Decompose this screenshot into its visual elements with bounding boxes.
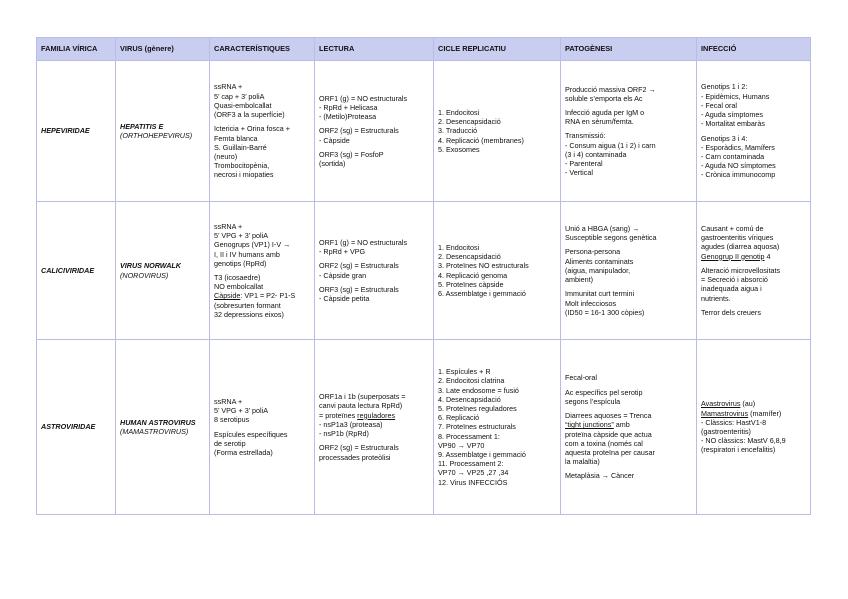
patogenesi-line: Immunitat curt termini	[565, 289, 635, 299]
cicle-line: VP70 → VP25 ,27 ,34	[438, 468, 509, 478]
patogenesi-line: - Parenteral	[565, 159, 603, 168]
caracteristiques-line: Genogrups (VP1) I-V →	[214, 240, 291, 250]
cicle-line: 3. Traducció	[438, 126, 478, 136]
cicle-line: 4. Replicació (membranes)	[438, 135, 524, 145]
patogenesi-line: - Consum aigua (1 i 2) i carn	[565, 140, 656, 150]
infeccio-line: Terror dels creuers	[701, 307, 761, 317]
infeccio-line: - Clàssics: HastV1-8	[701, 417, 767, 427]
infeccio-cell	[697, 61, 811, 202]
caracteristiques-cell	[210, 340, 315, 515]
lectura-line: ORF1 (g) = NO estructurals	[319, 93, 408, 103]
infeccio-line: Mamastrovirus (mamífer)	[701, 408, 782, 418]
patogenesi-line: Aliments contaminats	[565, 256, 634, 266]
caracteristiques-line: (ORF3 a la superfície)	[214, 110, 285, 120]
patogenesi-line: “tight junctions” amb	[565, 420, 630, 430]
infeccio-line: gastroenteritis víriques	[701, 233, 774, 243]
patogenesi-line: Transmissió:	[565, 131, 606, 141]
infeccio-line: Genogrup II genotip 4	[701, 251, 771, 261]
infeccio-line: Causant + comú de	[701, 224, 764, 234]
caracteristiques-line: (neuro)	[214, 151, 238, 161]
cicle-line: 4. Desencapsidació	[438, 394, 501, 404]
virus-name: HUMAN ASTROVIRUS	[120, 417, 196, 427]
infeccio-line: - Epidèmics, Humans	[701, 91, 770, 101]
cicle-line: 5. Proteïnes reguladores	[438, 403, 517, 413]
caracteristiques-cell	[210, 202, 315, 340]
caracteristiques-line: Ictericia + Orina fosca +	[214, 124, 290, 134]
header-caracteristiques: CARACTERÍSTIQUES	[210, 38, 315, 61]
cicle-line: 4. Replicació genoma	[438, 270, 508, 280]
patogenesi-line: Unió a HBGA (sang) →	[565, 224, 640, 234]
lectura-line: - Càpside	[319, 135, 350, 145]
caracteristiques-line: necrosi i miopaties	[214, 170, 274, 180]
lectura-line: processades proteòlisi	[319, 452, 391, 462]
cicle-line: 1. Endocitosi	[438, 242, 480, 252]
patogenesi-line: Ac específics pel serotip	[565, 387, 643, 397]
caracteristiques-line: ssRNA +	[214, 82, 243, 92]
cicle-line: 9. Assemblatge i gemmació	[438, 450, 526, 459]
lectura-line: ORF2 (sg) = Estructurals	[319, 126, 399, 136]
patogenesi-cell	[561, 61, 697, 202]
lectura-line: - nsP1a3 (proteasa)	[319, 419, 383, 429]
lectura-line: = proteïnes reguladores	[319, 410, 396, 420]
cicle-line: 5. Proteïnes càpside	[438, 279, 504, 289]
cicle-cell	[434, 340, 561, 515]
infeccio-line: - Aguda NO símptomes	[701, 161, 776, 171]
patogenesi-line: com a toxina (només cal	[565, 438, 643, 448]
cicle-line: 1. Endocitosi	[438, 107, 480, 117]
patogenesi-line: soluble s’emporta els Ac	[565, 93, 643, 103]
caracteristiques-line: S. Guillain-Barré	[214, 142, 267, 152]
patogenesi-line: aquesta proteïna per causar	[565, 447, 655, 457]
cicle-line: 3. Late endosome = fusió	[438, 385, 519, 395]
cicle-line: 3. Proteïnes NO estructurals	[438, 261, 529, 271]
patogenesi-line: (aigua, manipulador,	[565, 265, 631, 275]
header-lectura: LECTURA	[315, 38, 434, 61]
lectura-cell	[315, 340, 434, 515]
infeccio-line: Genotips 3 i 4:	[701, 133, 748, 143]
caracteristiques-line: 32 depressions eixos)	[214, 309, 284, 319]
cicle-line: 12. Virus INFECCIÓS	[438, 477, 508, 487]
cicle-cell	[434, 61, 561, 202]
infeccio-line: nutrients.	[701, 293, 731, 303]
infeccio-line: = Secreció i absorció	[701, 275, 768, 285]
cicle-line: 6. Assemblatge i gemmació	[438, 288, 526, 298]
lectura-line: ORF3 (sg) = FosfoP	[319, 149, 384, 159]
patogenesi-line: la malaltia)	[565, 457, 600, 467]
infeccio-cell	[697, 340, 811, 515]
patogenesi-line: Susceptible segons genètica	[565, 233, 657, 243]
infeccio-line: agudes (diarrea aquosa)	[701, 242, 780, 252]
header-virus: VIRUS (gènere)	[116, 38, 210, 61]
virus-name: VIRUS NORWALK	[120, 261, 181, 271]
caracteristiques-line: 5’ VPG + 3’ poliA	[214, 231, 269, 241]
familia-cell: ASTROVIRIDAE	[37, 340, 116, 515]
cicle-line: 2. Endocitosi clatrina	[438, 376, 505, 386]
infeccio-line: (respiratori i encefalitis)	[701, 445, 776, 455]
virus-name: HEPATITIS E	[120, 121, 164, 131]
caracteristiques-line: genotips (RpRd)	[214, 258, 267, 268]
patogenesi-line: Molt infecciosos	[565, 298, 617, 308]
lectura-line: ORF2 (sg) = Estructurals	[319, 261, 399, 271]
virus-cell	[116, 202, 210, 340]
caracteristiques-line: I, II i IV humans amb	[214, 249, 280, 259]
patogenesi-line: ambient)	[565, 275, 593, 285]
header-row	[37, 38, 811, 61]
infeccio-line: - NO clàssics: MastV 6,8,9	[701, 436, 786, 446]
patogenesi-cell	[561, 202, 697, 340]
table-row	[37, 202, 811, 340]
caracteristiques-line: Femta blanca	[214, 133, 258, 143]
lectura-line: - Càpside gran	[319, 270, 367, 280]
infeccio-line: - Mortalitat embaràs	[701, 119, 765, 129]
familia-cell: HEPEVIRIDAE	[37, 61, 116, 202]
caracteristiques-line: Espícules específiques	[214, 429, 288, 439]
caracteristiques-line: 5’ VPG + 3’ poliA	[214, 406, 269, 416]
patogenesi-line: - Vertical	[565, 168, 593, 178]
header-patogenesi: PATOGÈNESI	[561, 38, 697, 61]
caracteristiques-line: ssRNA +	[214, 396, 243, 406]
lectura-line: ORF3 (sg) = Estructurals	[319, 284, 399, 294]
caracteristiques-line: (sobresurten formant	[214, 300, 281, 310]
caracteristiques-line: Càpside: VP1 = P2- P1-S	[214, 291, 296, 301]
caracteristiques-line: 5’ cap + 3’ poliA	[214, 91, 265, 101]
infeccio-line: - Carn contaminada	[701, 151, 765, 161]
infeccio-line: - Aguda símptomes	[701, 110, 763, 120]
caracteristiques-line: 8 serotipus	[214, 415, 250, 425]
caracteristiques-line: T3 (icosaedre)	[214, 273, 261, 282]
lectura-line: ORF2 (sg) = Estructurals	[319, 443, 399, 453]
patogenesi-line: segons l’espícula	[565, 396, 621, 406]
patogenesi-line: Infecció aguda per IgM o	[565, 107, 645, 117]
cicle-line: 8. Processament 1:	[438, 431, 500, 441]
patogenesi-cell	[561, 340, 697, 515]
cicle-line: 6. Replicació	[438, 413, 480, 423]
patogenesi-line: Diarrees aquoses = Trenca	[565, 411, 652, 421]
patogenesi-line: Persona-persona	[565, 247, 621, 257]
lectura-line: ORF1a i 1b (superposats =	[319, 392, 406, 402]
lectura-cell	[315, 202, 434, 340]
infeccio-line: (gastroenteritis)	[701, 427, 751, 436]
caracteristiques-line: Trombocitopènia,	[214, 161, 270, 171]
lectura-line: (sortida)	[319, 159, 346, 168]
infeccio-line: - Crònica immunocomp	[701, 170, 776, 180]
cicle-line: 1. Espícules + R	[438, 367, 491, 377]
caracteristiques-line: (Forma estrellada)	[214, 447, 273, 457]
cicle-line: 5. Exosomes	[438, 144, 480, 154]
familia-cell: CALICIVIRIDAE	[37, 202, 116, 340]
infeccio-line: - Esporàdics, Mamífers	[701, 142, 775, 152]
caracteristiques-line: NO embolcallat	[214, 282, 264, 292]
infeccio-line: - Fecal oral	[701, 100, 737, 110]
patogenesi-line: (3 i 4) contaminada	[565, 149, 627, 159]
virus-genus: (ORTHOHEPEVIRUS)	[120, 131, 193, 140]
header-familia: FAMILIA VÍRICA	[37, 38, 116, 61]
infeccio-line: Avastrovirus (au)	[701, 399, 756, 409]
table-row	[37, 61, 811, 202]
table-row	[37, 340, 811, 515]
cicle-line: 2. Desencapsidació	[438, 117, 501, 127]
infeccio-line: Alteració microvellositats	[701, 265, 781, 275]
lectura-line: canvi pauta lectura RpRd)	[319, 401, 403, 411]
virus-cell	[116, 340, 210, 515]
cicle-line: 2. Desencapsidació	[438, 252, 501, 262]
caracteristiques-line: ssRNA +	[214, 221, 243, 231]
virus-genus: (MAMASTROVIRUS)	[120, 427, 189, 436]
virus-table	[36, 37, 811, 515]
header-infeccio: INFECCIÓ	[697, 38, 811, 61]
cicle-cell	[434, 202, 561, 340]
patogenesi-line: Metaplàsia → Càncer	[565, 471, 635, 481]
lectura-line: - Càpside petita	[319, 293, 370, 303]
lectura-line: - RpRd + Helicasa	[319, 102, 378, 112]
caracteristiques-line: de serotip	[214, 438, 246, 448]
lectura-cell	[315, 61, 434, 202]
caracteristiques-cell	[210, 61, 315, 202]
patogenesi-line: (ID50 = 16-1 300 còpies)	[565, 307, 645, 317]
patogenesi-line: proteïna càpside que actua	[565, 429, 652, 439]
infeccio-line: Genotips 1 i 2:	[701, 82, 748, 92]
cicle-line: VP90 → VP70	[438, 440, 485, 450]
caracteristiques-line: Quasi-embolcallat	[214, 100, 272, 110]
virus-genus: (NOROVIRUS)	[120, 270, 169, 280]
cicle-line: 11. Processament 2:	[438, 459, 504, 469]
header-cicle: CICLE REPLICATIU	[434, 38, 561, 61]
lectura-line: - nsP1b (RpRd)	[319, 429, 369, 439]
lectura-line: - RpRd + VPG	[319, 247, 366, 257]
lectura-line: ORF1 (g) = NO estructurals	[319, 237, 408, 247]
virus-cell	[116, 61, 210, 202]
infeccio-cell	[697, 202, 811, 340]
infeccio-line: inadequada aigua i	[701, 284, 762, 294]
patogenesi-line: RNA en sèrum/femta.	[565, 117, 634, 127]
lectura-line: - (Metilo)Proteasa	[319, 112, 377, 122]
patogenesi-line: Fecal-oral	[565, 373, 597, 383]
cicle-line: 7. Proteïnes estructurals	[438, 422, 516, 432]
patogenesi-line: Producció massiva ORF2 →	[565, 84, 656, 94]
